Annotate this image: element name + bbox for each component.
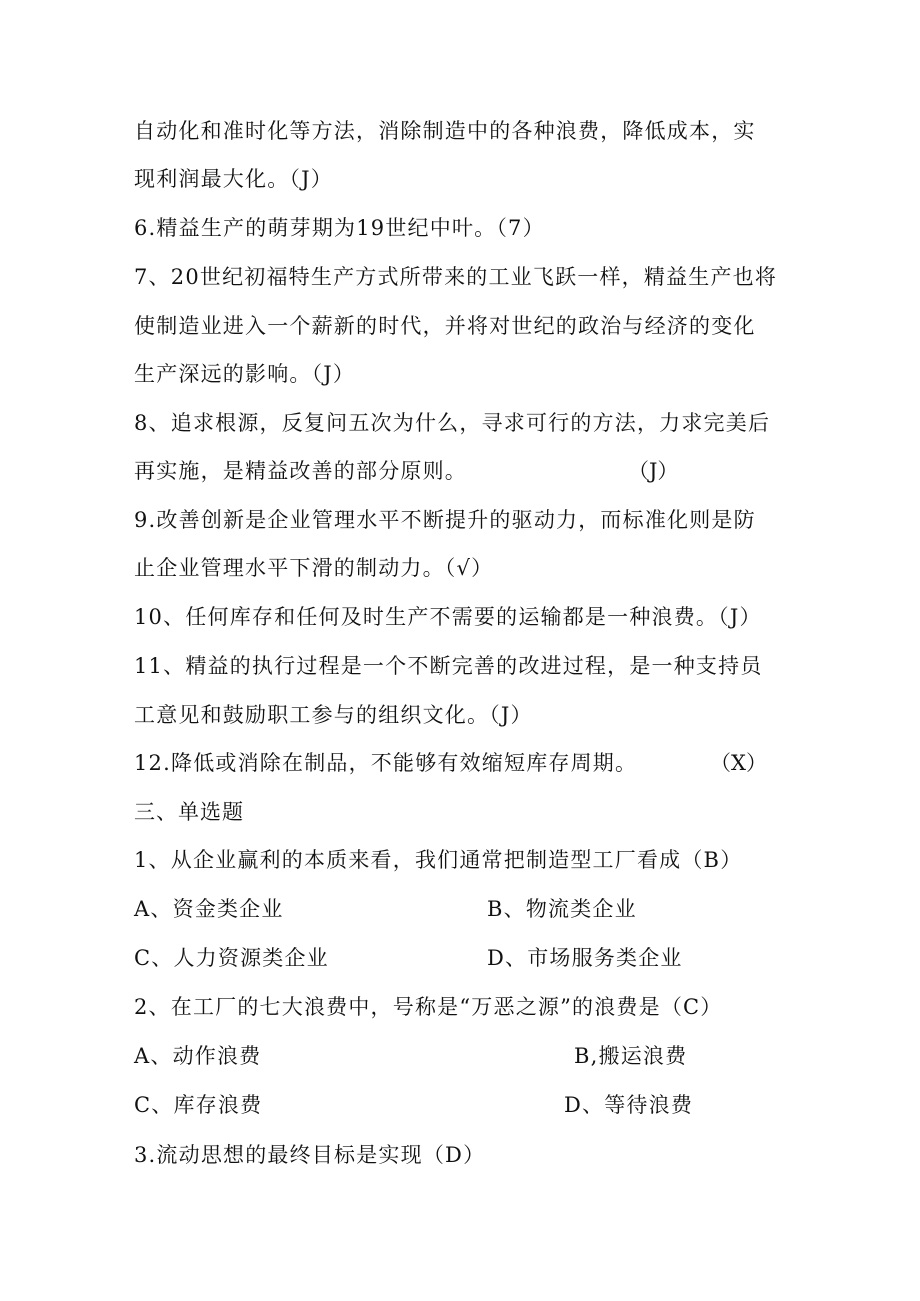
question-9-line-1: 9.改善创新是企业管理水平不断提升的驱动力，而标准化则是防 (134, 508, 756, 532)
question-7-line-3: 生产深远的影响。（J） (134, 362, 356, 386)
question-7-line-2: 使制造业进入一个薪新的时代，并将对世纪的政治与经济的变化 (134, 314, 756, 338)
question-6: 6.精益生产的萌芽期为19世纪中叶。（7） (134, 216, 545, 240)
mc-q1-option-b: B、物流类企业 (487, 897, 637, 921)
mc-question-1: 1、从企业赢利的本质来看，我们通常把制造型工厂看成（B） (134, 848, 743, 872)
mc-question-3: 3.流动思想的最终目标是实现（D） (134, 1143, 486, 1167)
question-10: 10、任何库存和任何及时生产不需要的运输都是一种浪费。（J） (134, 605, 762, 629)
question-8-line-1: 8、追求根源，反复问五次为什么，寻求可行的方法，力求完美后 (134, 411, 771, 435)
mc-q1-option-c: C、人力资源类企业 (134, 946, 329, 970)
question-8-answer: （J） (628, 459, 679, 483)
mc-q2-option-a: A、动作浪费 (134, 1044, 262, 1068)
question-9-line-2: 止企业管理水平下滑的制动力。（√） (134, 556, 494, 580)
question-8-line-2: 再实施，是精益改善的部分原则。 (134, 459, 467, 483)
paragraph-line: 现利润最大化。（J） (134, 167, 333, 191)
mc-q2-option-b: B,搬运浪费 (574, 1044, 688, 1068)
question-11-line-1: 11、精益的执行过程是一个不断完善的改进过程，是一种支持员 (134, 654, 763, 678)
mc-q2-option-c: C、库存浪费 (134, 1093, 263, 1117)
question-11-line-2: 工意见和鼓励职工参与的组织文化。（J） (134, 703, 533, 727)
section-heading: 三、单选题 (134, 800, 244, 824)
paragraph-line: 自动化和准时化等方法，消除制造中的各种浪费，降低成本，实 (134, 119, 756, 143)
question-12-answer: （X） (710, 751, 767, 775)
mc-question-2: 2、在工厂的七大浪费中，号称是“万恶之源”的浪费是（C） (134, 995, 723, 1019)
mc-q1-option-d: D、市场服务类企业 (487, 946, 683, 970)
mc-q1-option-a: A、资金类企业 (134, 897, 284, 921)
question-12: 12.降低或消除在制品，不能够有效缩短库存周期。 (134, 751, 638, 775)
mc-q2-option-d: D、等待浪费 (564, 1093, 694, 1117)
question-7-line-1: 7、20世纪初福特生产方式所带来的工业飞跃一样，精益生产也将 (134, 265, 778, 289)
